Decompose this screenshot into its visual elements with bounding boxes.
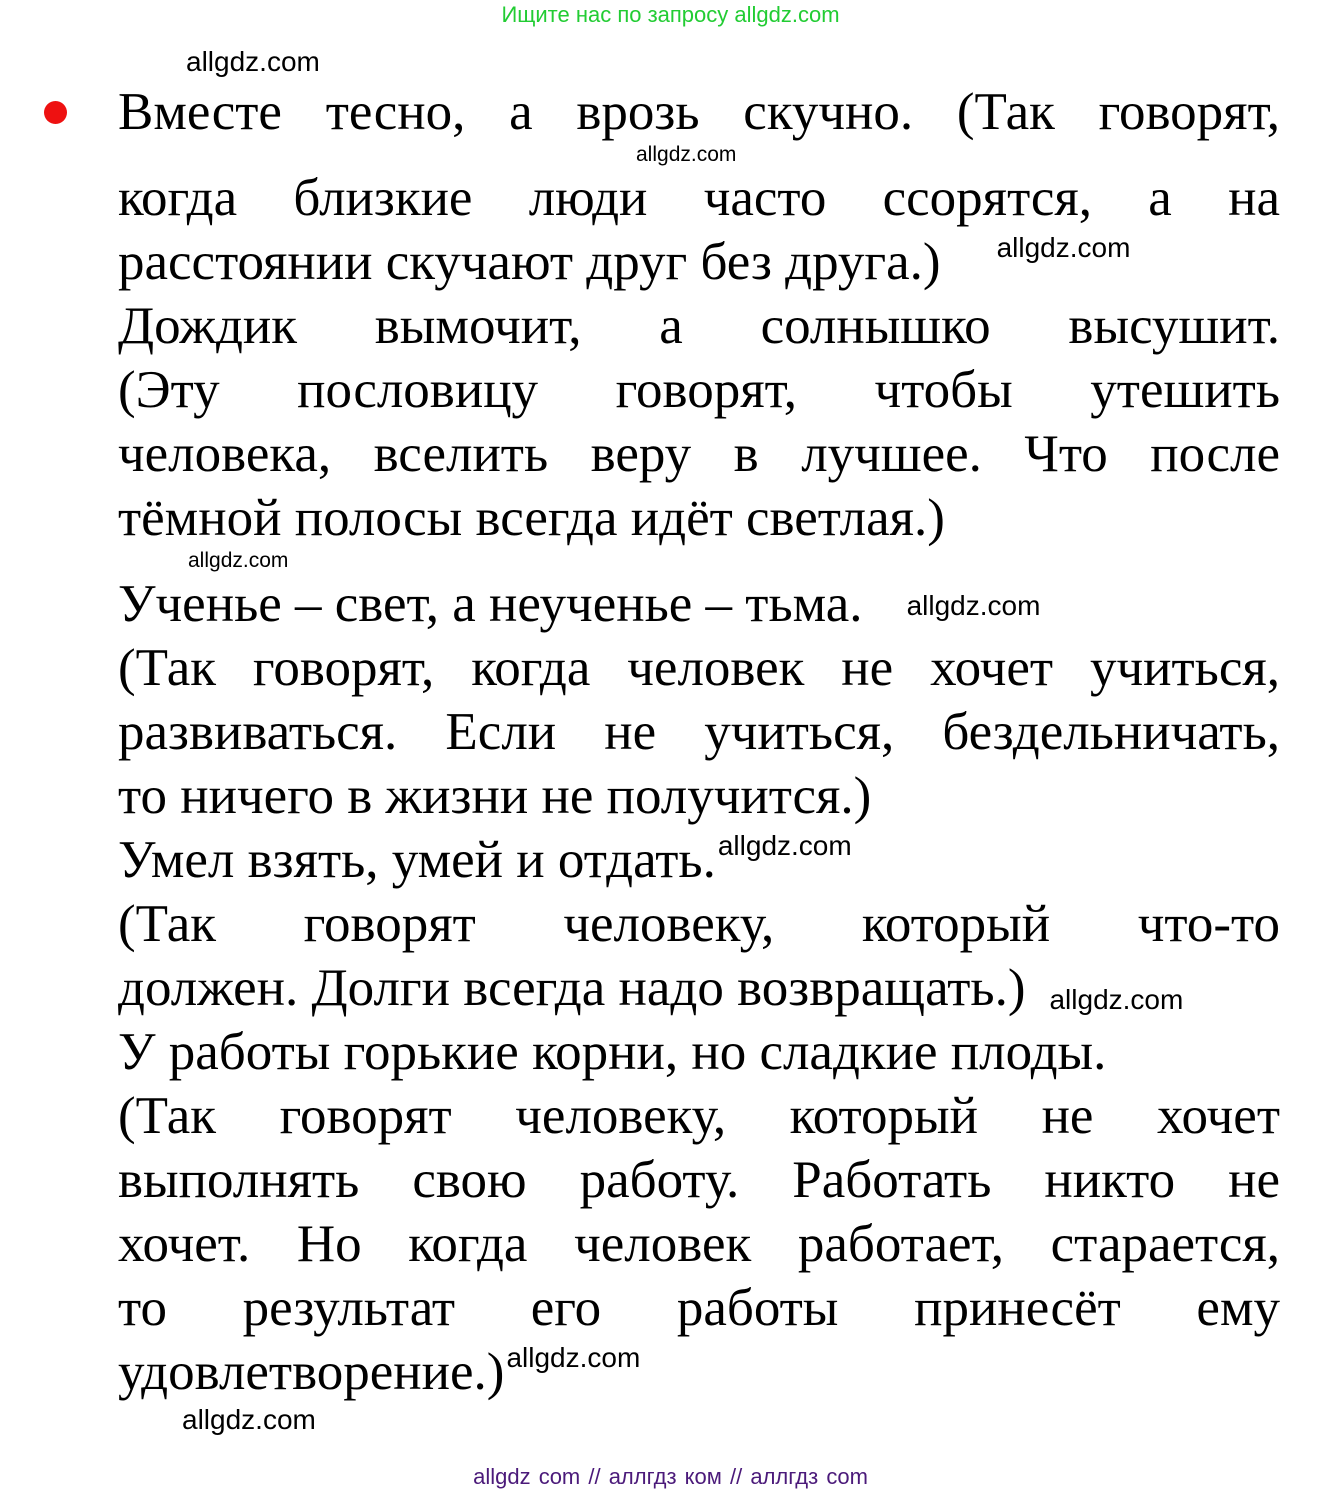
- text-line-content: Умел взять, умей и отдать.: [118, 831, 716, 889]
- text-line: [118, 572, 1280, 636]
- text-line: выполнять свою работу. Работать никто не: [118, 1151, 1280, 1209]
- text-line: то ничего в жизни не получится.): [118, 767, 872, 825]
- watermark: allgdz.com: [182, 1404, 316, 1435]
- watermark: allgdz.com: [506, 1342, 641, 1373]
- text-line: [118, 956, 1280, 1020]
- bullet-icon: [44, 101, 67, 124]
- text-line-content: Ученье – свет, а неученье – тьма.: [118, 575, 863, 633]
- watermark: allgdz.com: [906, 590, 1041, 621]
- watermark: allgdz.com: [188, 549, 289, 572]
- text-line: то результат его работы принесёт ему: [118, 1279, 1280, 1337]
- search-banner[interactable]: Ищите нас по запросу allgdz.com: [501, 2, 840, 27]
- text-line: человека, вселить веру в лучшее. Что после: [118, 425, 1280, 483]
- text-line: (Так говорят, когда человек не хочет учиться,: [118, 639, 1280, 697]
- watermark: allgdz.com: [996, 232, 1131, 263]
- text-line: У работы горькие корни, но сладкие плоды.: [118, 1023, 1107, 1081]
- text-line-content: удовлетворение.): [118, 1343, 505, 1401]
- text-line: Вместе тесно, а врозь скучно. (Так говорят,: [118, 83, 1280, 141]
- text-line: Дождик вымочит, а солнышко высушит.: [118, 297, 1280, 355]
- text-line: (Эту пословицу говорят, чтобы утешить: [118, 361, 1280, 419]
- text-line: хочет. Но когда человек работает, старается,: [118, 1215, 1280, 1273]
- text-line: (Так говорят человеку, который что-то: [118, 895, 1280, 953]
- watermark: allgdz.com: [1049, 984, 1184, 1015]
- watermark: allgdz.com: [636, 143, 737, 166]
- text-line: [118, 828, 1280, 892]
- document-body: [118, 80, 1280, 1436]
- text-line: тёмной полосы всегда идёт светлая.): [118, 489, 945, 547]
- text-line: (Так говорят человеку, который не хочет: [118, 1087, 1280, 1145]
- text-line-content: расстоянии скучают друг без друга.): [118, 233, 941, 291]
- footer-links[interactable]: allgdz com // аллгдз ком // аллгдз com: [473, 1464, 868, 1489]
- text-line: развиваться. Если не учиться, бездельничать,: [118, 703, 1280, 761]
- text-line-content: должен. Долги всегда надо возвращать.): [118, 959, 1026, 1017]
- text-line: [118, 1340, 1280, 1404]
- text-line: когда близкие люди часто ссорятся, а на: [118, 169, 1280, 227]
- text-line: [118, 230, 1280, 294]
- watermark: allgdz.com: [717, 830, 852, 861]
- watermark: allgdz.com: [186, 46, 320, 77]
